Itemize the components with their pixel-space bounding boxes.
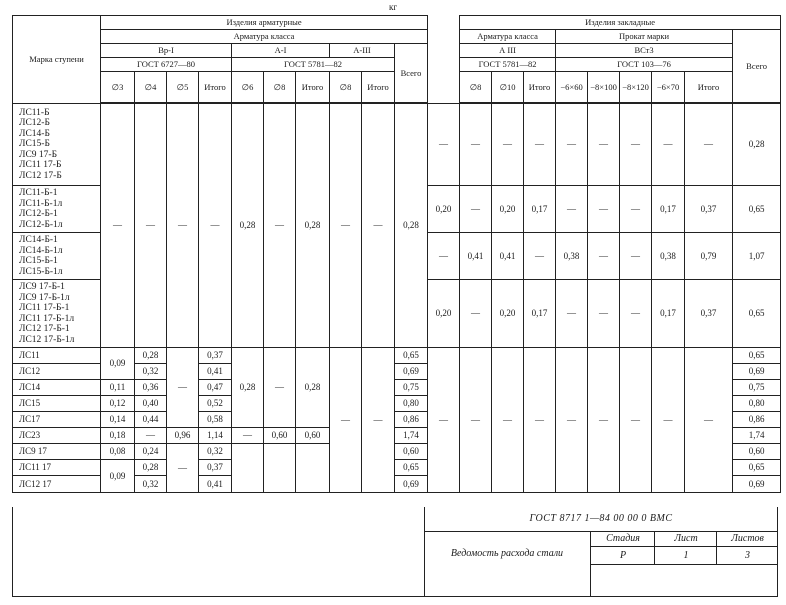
row-total: 0,60	[395, 444, 428, 460]
g1-emb-3: —	[524, 104, 556, 186]
row-name: ЛС15	[13, 396, 101, 412]
merged-a3-d8: —	[330, 348, 362, 493]
g2-emb-3: 0,17	[524, 186, 556, 233]
row-total: 1,74	[395, 428, 428, 444]
row-d4: 0,28	[135, 460, 167, 476]
g3-emb-8: 0,79	[685, 233, 733, 280]
col-d3: ∅3	[101, 72, 135, 103]
row-d4: 0,24	[135, 444, 167, 460]
stage-value: Р	[619, 550, 627, 561]
g4-emb-2: 0,20	[492, 280, 524, 348]
col-6x60: −6×60	[556, 72, 588, 103]
row-overall: 0,65	[733, 348, 781, 364]
row-d6: —	[232, 428, 264, 444]
gost-a-header: ГОСТ 5781—82	[232, 58, 395, 72]
gost-rolled-header: ГОСТ 103—76	[556, 58, 733, 72]
b-itogo1: —	[199, 104, 232, 348]
sheet-cell	[654, 531, 717, 564]
col-8x100: −8×100	[588, 72, 620, 103]
g3-emb-1: 0,41	[460, 233, 492, 280]
merged-a1-d6: 0,28	[232, 348, 264, 428]
b-a3-itogo: —	[362, 104, 395, 348]
b-d4: —	[135, 104, 167, 348]
unit-label: кг	[388, 2, 398, 12]
row-d4: 0,32	[135, 476, 167, 493]
g2-emb-2: 0,20	[492, 186, 524, 233]
row-d3: 0,08	[101, 444, 135, 460]
sheet-value: 1	[683, 550, 689, 561]
row-d5: 0,96	[167, 428, 199, 444]
row-d4: 0,40	[135, 396, 167, 412]
g4-emb-1: —	[460, 280, 492, 348]
g3-emb-2: 0,41	[492, 233, 524, 280]
row-name: ЛС14	[13, 380, 101, 396]
merged-a1-itogo: 0,28	[296, 348, 330, 428]
g3-emb-5: —	[588, 233, 620, 280]
col-emb-itogo: Итого	[524, 72, 556, 103]
row-itogo1: 0,37	[199, 460, 232, 476]
row-name: ЛС11	[13, 348, 101, 364]
vr1-header: Вр-I	[101, 44, 232, 58]
g3-emb-3: —	[524, 233, 556, 280]
b-d6: 0,28	[232, 104, 264, 348]
title-block-lower	[590, 564, 778, 597]
row-d3: 0,12	[101, 396, 135, 412]
merged-emb-8: —	[685, 348, 733, 493]
col-itogo-vr1: Итого	[199, 72, 232, 103]
col-8x120: −8×120	[620, 72, 652, 103]
g1-overall: 0,28	[733, 104, 781, 186]
row-name: ЛС17	[13, 412, 101, 428]
row-overall: 0,86	[733, 412, 781, 428]
bottom-frame-left	[12, 507, 424, 597]
merged-emb-2: —	[492, 348, 524, 493]
col-itogo-a1: Итого	[296, 72, 330, 103]
row-d3: 0,14	[101, 412, 135, 428]
rebar-class-header: Арматура класса	[101, 30, 428, 44]
merged-d5-top: —	[167, 348, 199, 428]
row-itogo2: 0,60	[296, 428, 330, 444]
g2-emb-5: —	[588, 186, 620, 233]
g4-emb-7: 0,17	[652, 280, 685, 348]
row-d4: 0,32	[135, 364, 167, 380]
group-1-names: ЛС11-Б ЛС12-Б ЛС14-Б ЛС15-Б ЛС9 17-Б ЛС11 17-Б ЛС12 17-Б	[13, 104, 101, 186]
row-overall: 1,74	[733, 428, 781, 444]
embedded-products-header: Изделия закладные	[460, 16, 781, 30]
row-d4: 0,28	[135, 348, 167, 364]
g4-emb-3: 0,17	[524, 280, 556, 348]
g1-emb-4: —	[556, 104, 588, 186]
embedded-a3-header: А III	[460, 44, 556, 58]
merged-a3-itogo: —	[362, 348, 395, 493]
row-d3: 0,11	[101, 380, 135, 396]
embedded-rebar-class-header: Арматура класса	[460, 30, 556, 44]
g1-emb-1: —	[460, 104, 492, 186]
group-2-names: ЛС11-Б-1 ЛС11-Б-1л ЛС12-Б-1 ЛС12-Б-1л	[13, 186, 101, 233]
merged-emb-6: —	[620, 348, 652, 493]
row-d8: 0,60	[264, 428, 296, 444]
row-total: 0,80	[395, 396, 428, 412]
g2-emb-8: 0,37	[685, 186, 733, 233]
stage-cell	[590, 531, 655, 564]
col-6x70: −6×70	[652, 72, 685, 103]
g4-overall: 0,65	[733, 280, 781, 348]
row-overall: 0,80	[733, 396, 781, 412]
row-name: ЛС9 17	[13, 444, 101, 460]
g3-emb-6: —	[620, 233, 652, 280]
row-overall: 0,69	[733, 476, 781, 493]
g1-emb-6: —	[620, 104, 652, 186]
row-d4: 0,44	[135, 412, 167, 428]
col-d8-a1: ∅8	[264, 72, 296, 103]
row-name: ЛС11 17	[13, 460, 101, 476]
vst3-header: ВСт3	[556, 44, 733, 58]
row-d4: 0,36	[135, 380, 167, 396]
sheets-value: 3	[745, 550, 750, 561]
g3-emb-4: 0,38	[556, 233, 588, 280]
row-total: 0,86	[395, 412, 428, 428]
row-overall: 0,75	[733, 380, 781, 396]
row-name: ЛС12 17	[13, 476, 101, 493]
merged-d3-top: 0,09	[101, 348, 135, 380]
rebar-total-header: Всего	[395, 44, 428, 103]
merged-d5-bottom: —	[167, 444, 199, 493]
row-itogo1: 0,52	[199, 396, 232, 412]
rolled-grade-header: Прокат марки	[556, 30, 733, 44]
merged-emb-4: —	[556, 348, 588, 493]
document-designation: ГОСТ 8717 1—84 00 00 0 ВМС	[424, 507, 778, 532]
row-itogo1: 0,47	[199, 380, 232, 396]
b-d8: —	[264, 104, 296, 348]
g4-emb-8: 0,37	[685, 280, 733, 348]
col-d4: ∅4	[135, 72, 167, 103]
col-d5: ∅5	[167, 72, 199, 103]
stage-label: Стадия	[591, 531, 655, 547]
row-name: ЛС12	[13, 364, 101, 380]
b-d5: —	[167, 104, 199, 348]
rebar-products-header: Изделия арматурные	[101, 16, 428, 30]
merged-emb-1: —	[460, 348, 492, 493]
title-block	[424, 507, 778, 597]
a3-header: A-III	[330, 44, 395, 58]
row-itogo1: 0,41	[199, 364, 232, 380]
merged-emb-3: —	[524, 348, 556, 493]
col-emb-d10: ∅10	[492, 72, 524, 103]
group-3-names: ЛС14-Б-1 ЛС14-Б-1л ЛС15-Б-1 ЛС15-Б-1л	[13, 233, 101, 280]
merged-a1-d8: —	[264, 348, 296, 428]
col-emb-d8: ∅8	[460, 72, 492, 103]
row-d4: —	[135, 428, 167, 444]
row-overall: 0,69	[733, 364, 781, 380]
g4-emb-0: 0,20	[428, 280, 460, 348]
col-rolled-itogo: Итого	[685, 72, 733, 103]
g3-overall: 1,07	[733, 233, 781, 280]
row-total: 0,69	[395, 476, 428, 493]
g1-emb-8: —	[685, 104, 733, 186]
row-name: ЛС23	[13, 428, 101, 444]
row-total: 0,75	[395, 380, 428, 396]
row-total: 0,69	[395, 364, 428, 380]
row-total: 0,65	[395, 348, 428, 364]
document-name: Ведомость расхода стали	[450, 548, 564, 559]
g2-emb-4: —	[556, 186, 588, 233]
g1-emb-0: —	[428, 104, 460, 186]
row-total: 0,65	[395, 460, 428, 476]
row-overall: 0,65	[733, 460, 781, 476]
col-d6: ∅6	[232, 72, 264, 103]
gost-vr1-header: ГОСТ 6727—80	[101, 58, 232, 72]
steel-consumption-table	[12, 15, 781, 493]
g2-emb-1: —	[460, 186, 492, 233]
g2-emb-6: —	[620, 186, 652, 233]
sheets-cell	[716, 531, 778, 564]
embedded-gost-header: ГОСТ 5781—82	[460, 58, 556, 72]
grade-header: Марка ступени	[13, 16, 101, 104]
col-d8-a3: ∅8	[330, 72, 362, 103]
row-itogo1: 0,41	[199, 476, 232, 493]
g4-emb-5: —	[588, 280, 620, 348]
merged-emb-0: —	[428, 348, 460, 493]
g1-emb-2: —	[492, 104, 524, 186]
col-itogo-a3: Итого	[362, 72, 395, 103]
g3-emb-7: 0,38	[652, 233, 685, 280]
merged-emb-7: —	[652, 348, 685, 493]
row-itogo1: 0,32	[199, 444, 232, 460]
g1-emb-5: —	[588, 104, 620, 186]
merged-emb-5: —	[588, 348, 620, 493]
g2-overall: 0,65	[733, 186, 781, 233]
b-itogo2: 0,28	[296, 104, 330, 348]
g4-emb-6: —	[620, 280, 652, 348]
row-overall: 0,60	[733, 444, 781, 460]
merged-d3-bottom: 0,09	[101, 460, 135, 493]
group-4-names: ЛС9 17-Б-1 ЛС9 17-Б-1л ЛС11 17-Б-1 ЛС11 17-Б-1л ЛС12 17-Б-1 ЛС12 17-Б-1л	[13, 280, 101, 348]
row-itogo1: 1,14	[199, 428, 232, 444]
sheets-label: Листов	[717, 531, 778, 547]
b-d3: —	[101, 104, 135, 348]
sheet-label: Лист	[655, 531, 717, 547]
g3-emb-0: —	[428, 233, 460, 280]
g1-emb-7: —	[652, 104, 685, 186]
row-itogo1: 0,58	[199, 412, 232, 428]
b-a3-d8: —	[330, 104, 362, 348]
g2-emb-0: 0,20	[428, 186, 460, 233]
embedded-total-header: Всего	[733, 30, 781, 103]
row-itogo1: 0,37	[199, 348, 232, 364]
g4-emb-4: —	[556, 280, 588, 348]
a1-header: A-I	[232, 44, 330, 58]
row-d3: 0,18	[101, 428, 135, 444]
b-total: 0,28	[395, 104, 428, 348]
g2-emb-7: 0,17	[652, 186, 685, 233]
